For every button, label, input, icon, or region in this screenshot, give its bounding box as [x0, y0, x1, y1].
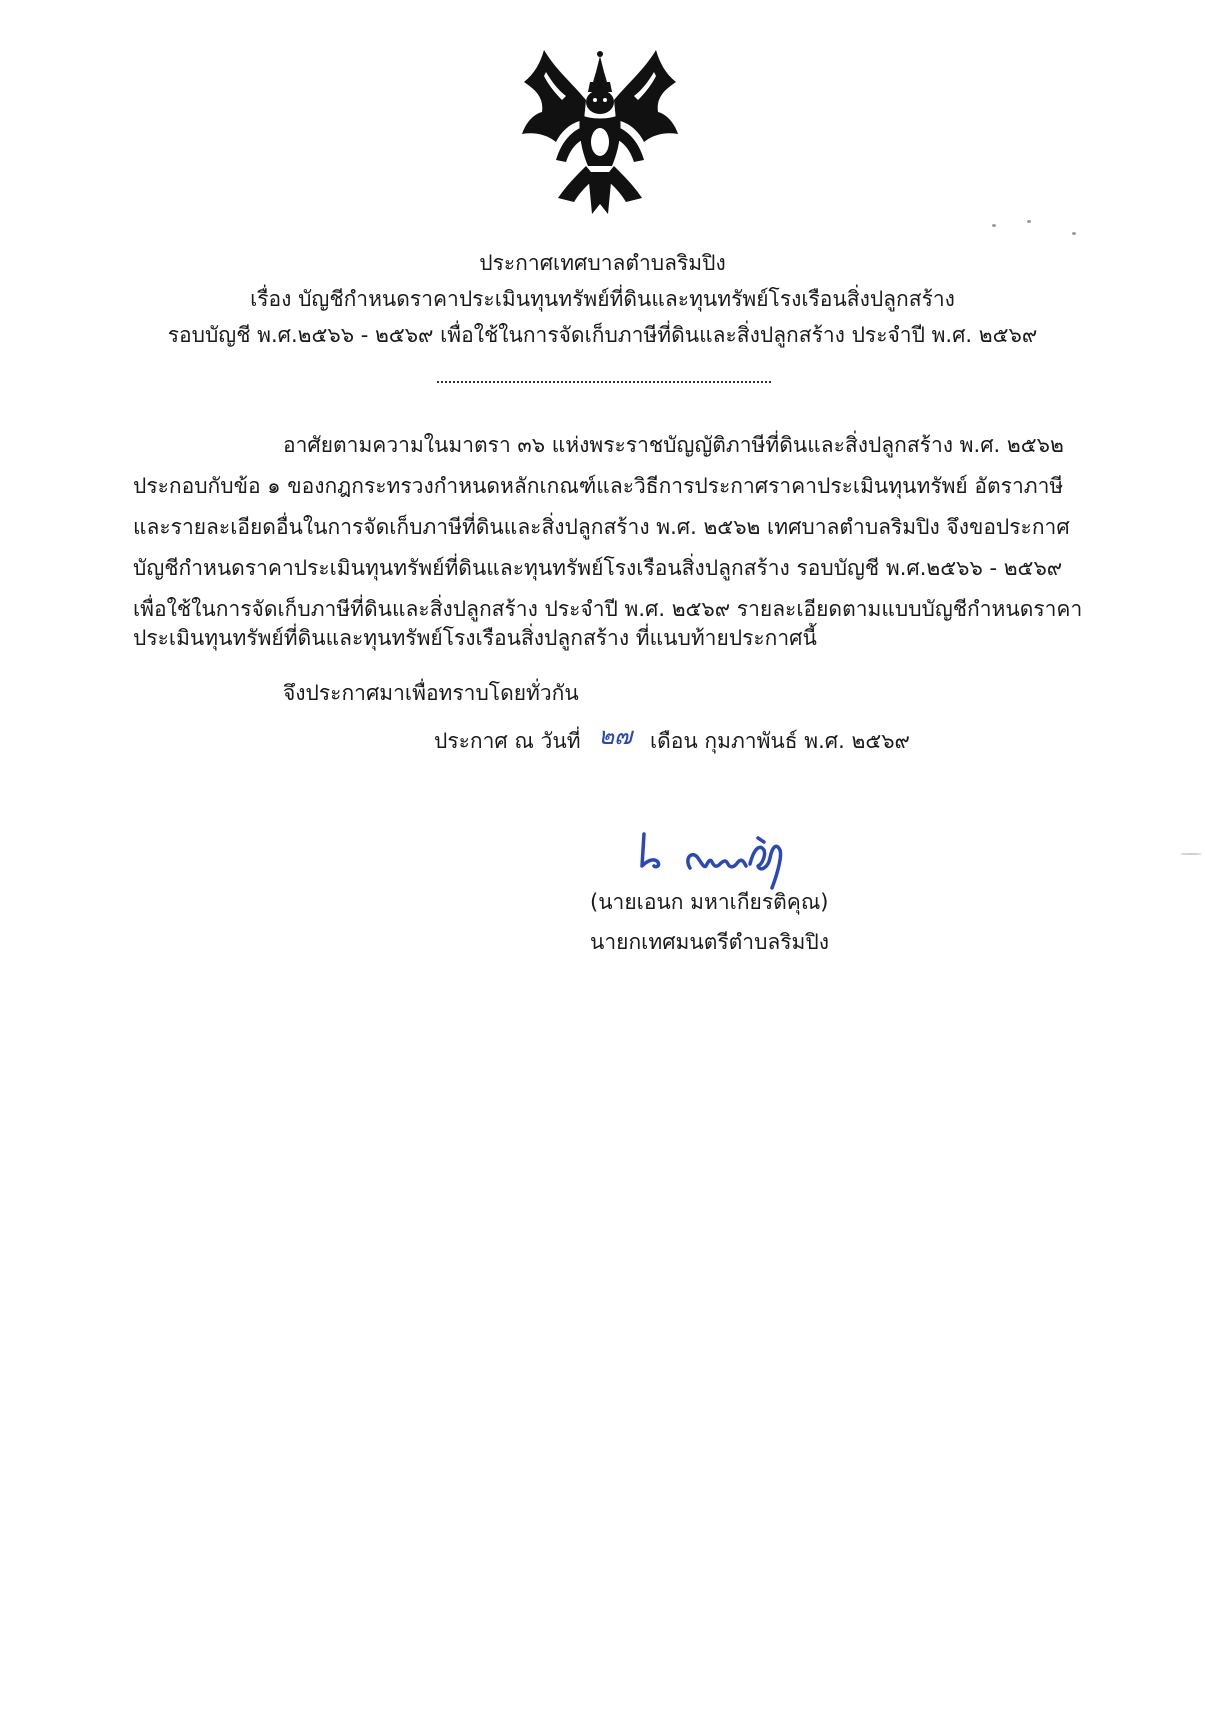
signatory-position: นายกเทศมนตรีตำบลริมปิง	[590, 930, 829, 954]
body-line: และรายละเอียดอื่นในการจัดเก็บภาษีที่ดินและสิ่งปลูกสร้าง พ.ศ. ๒๕๖๒ เทศบาลตำบลริมปิง จึงขอประกาศ	[133, 515, 1070, 539]
scan-speck	[1072, 232, 1076, 235]
announcement-subject: เรื่อง บัญชีกำหนดราคาประเมินทุนทรัพย์ที่ดินและทุนทรัพย์โรงเรือนสิ่งปลูกสร้าง	[250, 287, 955, 311]
body-line: เพื่อใช้ในการจัดเก็บภาษีที่ดินและสิ่งปลูกสร้าง ประจำปี พ.ศ. ๒๕๖๙ รายละเอียดตามแบบบัญชีกำหนดราคา	[133, 597, 1083, 621]
body-line: อาศัยตามความในมาตรา ๓๖ แห่งพระราชบัญญัติภาษีที่ดินและสิ่งปลูกสร้าง พ.ศ. ๒๕๖๒	[283, 433, 1064, 457]
signatory-name: (นายเอนก มหาเกียรติคุณ)	[590, 890, 829, 914]
scan-speck	[1180, 853, 1202, 855]
garuda-emblem-icon	[516, 42, 684, 220]
body-line: บัญชีกำหนดราคาประเมินทุนทรัพย์ที่ดินและทุนทรัพย์โรงเรือนสิ่งปลูกสร้าง รอบบัญชี พ.ศ.๒๕๖๖ - ๒๕๖๙	[133, 556, 1063, 580]
date-line	[434, 722, 910, 753]
date-day-handwritten: ๒๗	[598, 722, 633, 750]
signature-image	[632, 828, 812, 894]
scan-speck	[1027, 220, 1031, 223]
announcement-round: รอบบัญชี พ.ศ.๒๕๖๖ - ๒๕๖๙ เพื่อใช้ในการจัดเก็บภาษีที่ดินและสิ่งปลูกสร้าง ประจำปี พ.ศ. ๒๕๖๙	[167, 323, 1038, 347]
separator-line	[437, 381, 771, 383]
body-line: ประเมินทุนทรัพย์ที่ดินและทุนทรัพย์โรงเรือนสิ่งปลูกสร้าง ที่แนบท้ายประกาศนี้	[133, 626, 817, 650]
date-suffix: เดือน กุมภาพันธ์ พ.ศ. ๒๕๖๙	[649, 729, 910, 753]
closing-line: จึงประกาศมาเพื่อทราบโดยทั่วกัน	[283, 681, 579, 705]
announcement-title: ประกาศเทศบาลตำบลริมปิง	[479, 251, 726, 275]
body-line: ประกอบกับข้อ ๑ ของกฎกระทรวงกำหนดหลักเกณฑ์และวิธีการประกาศราคาประเมินทุนทรัพย์ อัตราภาษี	[133, 474, 1064, 498]
scan-speck	[992, 224, 996, 227]
date-prefix: ประกาศ ณ วันที่	[434, 729, 581, 753]
